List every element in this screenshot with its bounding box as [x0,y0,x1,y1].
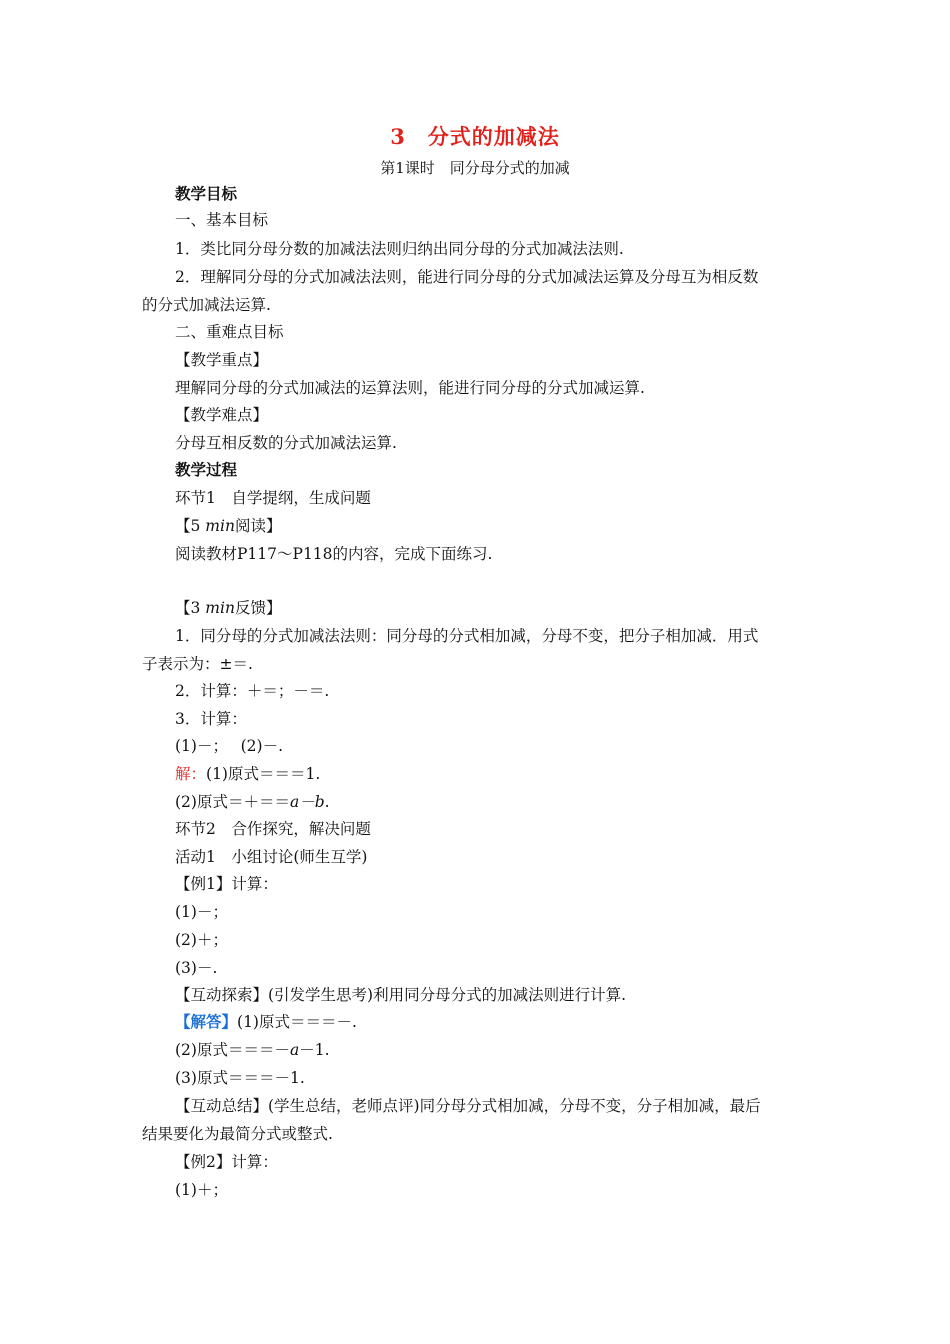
objectives-heading: 教学目标 [175,184,238,203]
interactive-summary-line1: 【互动总结】(学生总结，老师点评)同分母分式相加减，分母不变，分子相加减，最后 [175,1097,761,1115]
example-1-label: 【例1】计算： [175,875,278,893]
section-1-heading: 环节1 自学提纲，生成问题 [175,489,371,507]
basic-goals-heading: 一、基本目标 [175,211,269,229]
basic-goal-2-line1: 2．理解同分母的分式加减法法则，能进行同分母的分式加减法运算及分母互为相反数 [175,268,759,286]
answer-1: 【解答】(1)原式＝＝＝－. [175,1012,357,1031]
activity-1-heading: 活动1 小组讨论(师生互学) [175,848,368,866]
example-1-part-1: (1)－； [175,903,228,921]
reading-label: 【5 min阅读】 [175,517,282,535]
basic-goal-2-line2: 的分式加减法运算. [142,296,271,314]
page-subtitle: 第1课时 同分母分式的加减 [380,159,570,177]
feedback-label: 【3 min反馈】 [175,599,282,617]
example-2-part-1: (1)＋； [175,1181,228,1199]
process-heading: 教学过程 [175,460,238,479]
feedback-item-3: 3．计算： [175,710,247,728]
teaching-focus-text: 理解同分母的分式加减法的运算法则，能进行同分母的分式加减运算. [175,379,645,397]
teaching-difficulty-label: 【教学难点】 [175,406,269,424]
teaching-difficulty-text: 分母互相反数的分式加减法运算. [175,434,397,452]
feedback-item-1-line2: 子表示为：±＝. [142,655,253,673]
feedback-item-2: 2．计算：＋＝；－＝. [175,682,330,700]
key-goals-heading: 二、重难点目标 [175,323,284,341]
reading-instruction: 阅读教材P117～P118的内容，完成下面练习. [175,545,493,563]
answer-3: (3)原式＝＝＝－1. [175,1069,305,1087]
answer-2: (2)原式＝＝＝－a－1. [175,1041,330,1059]
example-1-part-3: (3)－. [175,959,218,977]
interactive-summary-line2: 结果要化为最简分式或整式. [142,1125,333,1143]
feedback-item-3-parts: (1)－； (2)－. [175,737,284,755]
example-1-part-2: (2)＋； [175,931,228,949]
example-2-label: 【例2】计算： [175,1153,278,1171]
section-2-heading: 环节2 合作探究，解决问题 [175,820,371,838]
page-title: 3 分式的加减法 [390,124,560,149]
feedback-item-1-line1: 1．同分母的分式加减法法则：同分母的分式相加减，分母不变，把分子相加减．用式 [175,627,759,645]
solution-1: 解：(1)原式＝＝＝1. [175,765,321,783]
solution-2: (2)原式＝＋＝＝a－b. [175,793,330,811]
basic-goal-1: 1．类比同分母分数的加减法法则归纳出同分母的分式加减法法则. [175,240,624,258]
teaching-focus-label: 【教学重点】 [175,351,269,369]
interactive-explore: 【互动探索】(引发学生思考)利用同分母分式的加减法则进行计算. [175,986,627,1004]
